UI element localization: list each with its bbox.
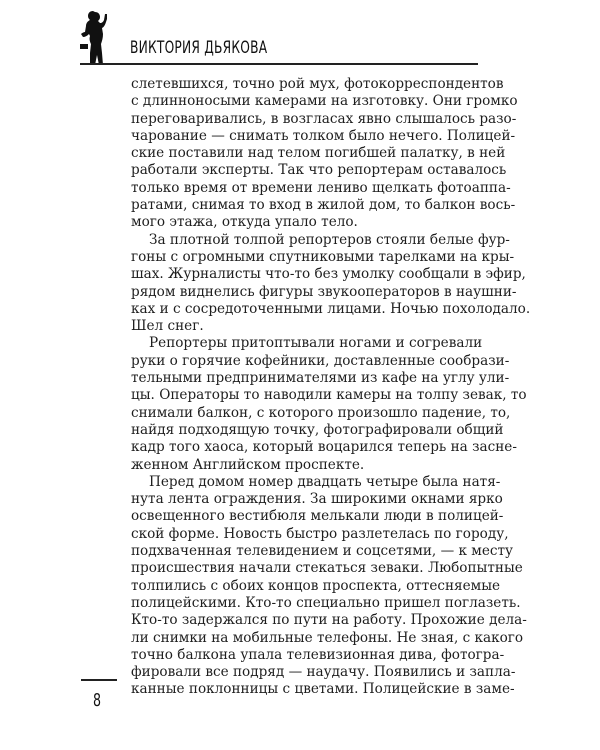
- text-line: Репортеры притоптывали ногами и согревали: [149, 335, 483, 352]
- header-divider: [80, 63, 478, 65]
- text-line: ли снимки на мобильные телефоны. Не зная, с какого: [131, 629, 524, 646]
- text-line: тельными предпринимателями из кафе на углу ули-: [131, 370, 510, 387]
- footer-divider: [81, 679, 117, 681]
- text-line: кадр того хаоса, который воцарился теперь на засне-: [131, 439, 517, 456]
- text-line: За плотной толпой репортеров стояли белые фур-: [149, 231, 510, 248]
- text-line: точно балкона упала телевизионная дива, фотогра-: [131, 646, 505, 663]
- text-line: Шел снег.: [131, 318, 204, 335]
- text-line: ках и с сосредоточенными лицами. Ночью похолодало.: [131, 300, 531, 317]
- text-line: снимали балкон, с которого произошло падение, то,: [131, 404, 511, 421]
- text-line: с длинноносыми камерами на изготовку. Они громко: [131, 93, 518, 110]
- text-line: работали эксперты. Так что репортерам оставалось: [131, 162, 507, 179]
- text-line: женном Английском проспекте.: [131, 456, 365, 473]
- text-line: фировали все подряд — наудачу. Появились и запла-: [131, 664, 516, 681]
- text-line: шах. Журналисты что-то без умолку сообщали в эфир,: [131, 266, 526, 283]
- text-line: ские поставили над телом погибшей палатку, в ней: [131, 145, 506, 162]
- text-line: ской форме. Новость быстро разлетелась по городу,: [131, 525, 509, 542]
- text-line: гоны с огромными спутниковыми тарелками на кры-: [131, 248, 515, 265]
- text-line: рядом виднелись фигуры звукооператоров в наушни-: [131, 283, 517, 300]
- text-line: Перед домом номер двадцать четыре была натя-: [149, 473, 501, 490]
- text-line: найдя подходящую точку, фотографировали общий: [131, 421, 504, 438]
- text-line: канные поклонницы с цветами. Полицейские в заме-: [131, 681, 515, 698]
- text-line: только время от времени лениво щелкать фотоаппа-: [131, 179, 511, 196]
- text-line: подхваченная телевидением и соцсетями, — к месту: [131, 543, 514, 560]
- woman-with-gun-silhouette-icon: [78, 10, 118, 65]
- running-head-author: ВИКТОРИЯ ДЬЯКОВА: [130, 38, 268, 58]
- text-line: цы. Операторы то наводили камеры на толпу зевак, то: [131, 387, 527, 404]
- text-line: нута лента ограждения. За широкими окнами ярко: [131, 491, 503, 508]
- text-line: толпились с обоих концов проспекта, оттесняемые: [131, 577, 501, 594]
- text-line: чарование — снимать толком было нечего. Полицей-: [131, 127, 516, 144]
- text-line: слетевшихся, точно рой мух, фотокорреспондентов: [131, 76, 504, 92]
- text-line: переговаривались, в возгласах явно слышалось разо-: [131, 110, 517, 127]
- text-line: руки о горячие кофейники, доставленные сообрази-: [131, 352, 510, 369]
- text-line: мого этажа, откуда упало тело.: [131, 214, 358, 231]
- text-line: происшествия начали стекаться зеваки. Любопытные: [131, 560, 523, 577]
- text-line: полицейскими. Кто-то специально пришел поглазеть.: [131, 594, 521, 611]
- text-line: освещенного вестибюля мелькали люди в полицей-: [131, 508, 504, 525]
- page-number: 8: [93, 690, 102, 711]
- text-line: ратами, снимая то вход в жилой дом, то балкон вось-: [131, 197, 516, 214]
- body-text: [131, 76, 531, 699]
- text-line: Кто-то задержался по пути на работу. Прохожие дела-: [131, 612, 527, 629]
